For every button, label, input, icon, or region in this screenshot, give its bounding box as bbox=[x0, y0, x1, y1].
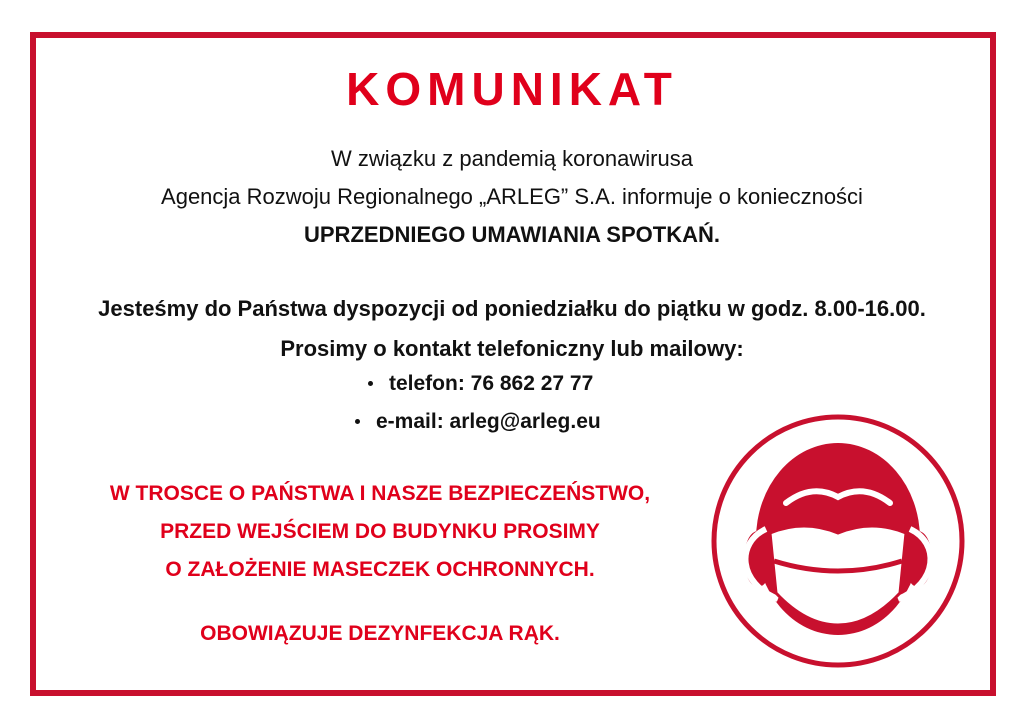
disinfection-line: OBOWIĄZUJE DEZYNFEKCJA RĄK. bbox=[200, 622, 560, 645]
intro-line-3: UPRZEDNIEGO UMAWIANIA SPOTKAŃ. bbox=[304, 222, 720, 247]
intro-line-1: W związku z pandemią koronawirusa bbox=[331, 146, 693, 171]
safety-line-1: W TROSCE O PAŃSTWA I NASZE BEZPIECZEŃSTWO, bbox=[109, 482, 651, 505]
contact-email-text: e-mail: arleg@arleg.eu bbox=[376, 410, 601, 433]
safety-line-2: PRZED WEJŚCIEM DO BUDYNKU PROSIMY bbox=[160, 520, 600, 543]
bullet-icon bbox=[368, 381, 373, 386]
notice-title: KOMUNIKAT bbox=[346, 63, 678, 115]
contact-phone-text: telefon: 76 862 27 77 bbox=[389, 372, 594, 395]
face-mask-icon bbox=[708, 411, 968, 671]
contact-email-item bbox=[355, 410, 601, 434]
intro-line-2: Agencja Rozwoju Regionalnego „ARLEG” S.A. informuje o konieczności bbox=[161, 184, 863, 209]
safety-line-3: O ZAŁOŻENIE MASECZEK OCHRONNYCH. bbox=[165, 558, 595, 581]
contact-phone-item bbox=[368, 372, 593, 396]
bullet-icon bbox=[355, 419, 360, 424]
office-hours-line: Jesteśmy do Państwa dyspozycji od poniedziałku do piątku w godz. 8.00-16.00. bbox=[98, 296, 926, 321]
contact-request-line: Prosimy o kontakt telefoniczny lub mailowy: bbox=[280, 336, 744, 361]
